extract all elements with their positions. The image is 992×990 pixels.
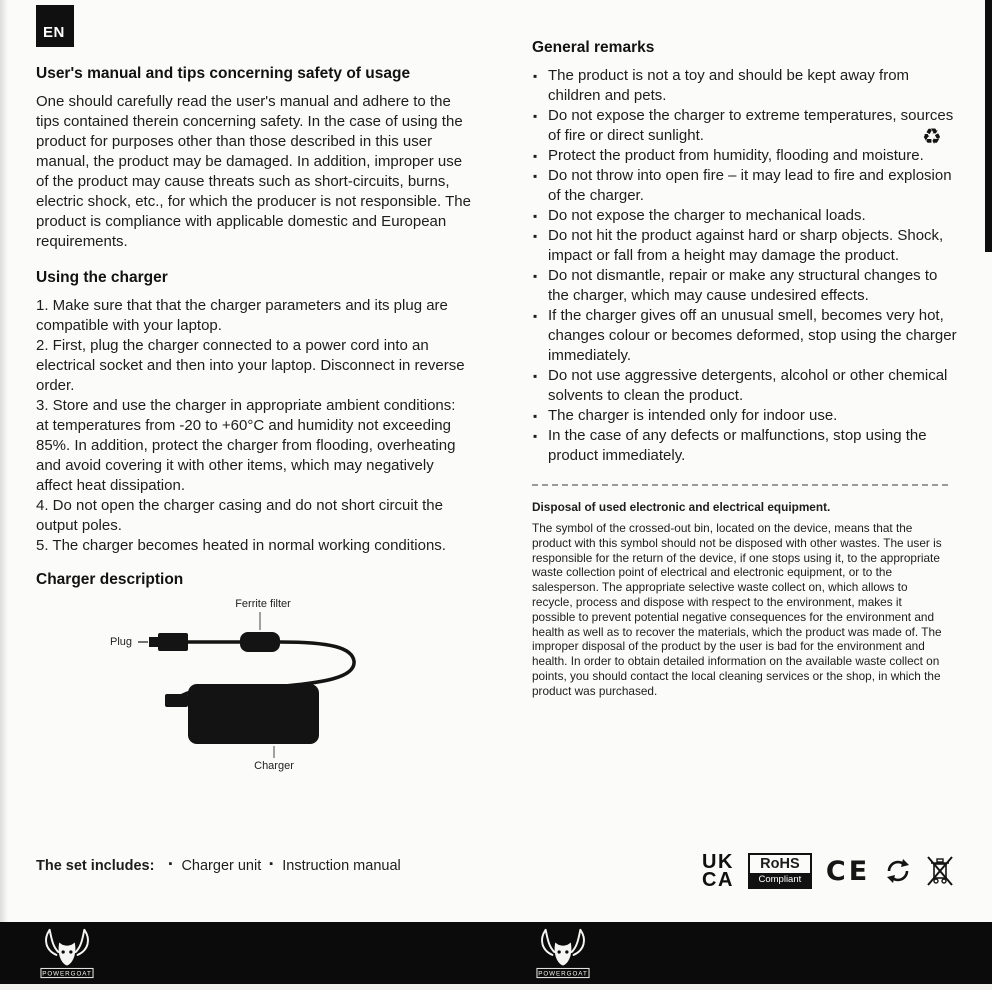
step-item: 5. The charger becomes heated in normal working conditions. bbox=[36, 537, 446, 554]
dc-connector-icon bbox=[165, 694, 188, 707]
rohs-text: RoHS bbox=[760, 856, 800, 872]
remark-item: ▪ If the charger gives off an unusual smell, becomes very hot, changes colour or becomes deformed, stop using the charger immediately. bbox=[532, 306, 962, 366]
rohs-compliant-text: Compliant bbox=[750, 873, 810, 887]
plug-label: Plug bbox=[110, 636, 133, 648]
left-column bbox=[36, 64, 472, 780]
recycle-circle-icon bbox=[884, 857, 912, 885]
charger-diagram bbox=[36, 598, 472, 780]
safety-heading: User's manual and tips concerning safety of usage bbox=[36, 65, 411, 82]
remark-item: ▪ Protect the product from humidity, flooding and moisture. bbox=[532, 146, 962, 166]
footer-band bbox=[0, 922, 992, 984]
weee-bin-icon bbox=[926, 855, 954, 887]
step-item: 2. First, plug the charger connected to a power cord into an electrical socket and then into your laptop. Disconnect in reverse order. bbox=[36, 337, 465, 394]
remarks-list bbox=[532, 66, 962, 466]
plug-prong-icon bbox=[149, 637, 158, 647]
charger-brick-icon bbox=[188, 684, 319, 744]
remark-item: ▪ Do not throw into open fire – it may lead to fire and explosion of the charger. bbox=[532, 166, 962, 206]
using-steps bbox=[36, 296, 472, 556]
remarks-heading: General remarks bbox=[532, 39, 655, 56]
remark-item: ▪ Do not expose the charger to mechanical loads. bbox=[532, 206, 962, 226]
page-edge-strip bbox=[985, 0, 992, 252]
safety-body: One should carefully read the user's manual and adhere to the tips contained therein concerning safety. In the case of using the product for purposes other than those described in this user manual, the product may be damaged. In addition, improper use of the product may cause threats such as short-circuits, burns, electric shock, etc., for which the producer is not responsible. The product is compliance with applicable domestic and European requirements. bbox=[36, 93, 471, 250]
plug-body-icon bbox=[158, 633, 188, 651]
set-includes-label: The set includes: bbox=[36, 858, 155, 874]
ukca-bottom: CA bbox=[702, 869, 734, 891]
step-item: 4. Do not open the charger casing and do not short circuit the output poles. bbox=[36, 497, 443, 534]
using-heading: Using the charger bbox=[36, 269, 168, 286]
disposal-body: The symbol of the crossed-out bin, located on the device, means that the product with this symbol should not be disposed with other wastes. The user is responsible for the return of the device, if one stops using it, to the appropriate waste collection point of electrical and electronic equipment, or to the salesperson. The appropriate selective waste collect on, which allows to recycle, process and dispose with respect to the environment, makes it possible to prevent potential negative consequences for the environment and health as well as to recover the materials, which the product was made of. The improper disposal of the product by the user is bad for the environment and health. In order to obtain detailed information on the available waste collect on points, you should contact the local cleaning services or the shop, in which the product was purchased. bbox=[532, 521, 942, 698]
step-item: 3. Store and use the charger in appropriate ambient conditions: at temperatures from -20 to +60°C and humidity not exceeding 85%. In addition, protect the charger from flooding, overheating and avoid covering it with other items, which may negatively affect heat dissipation. bbox=[36, 397, 456, 494]
set-item: ▪ Charger unit bbox=[168, 858, 261, 874]
remark-item: ▪ In the case of any defects or malfunctions, stop using the product immediately. bbox=[532, 426, 962, 466]
charger-diagram-art bbox=[36, 598, 472, 780]
language-badge: EN bbox=[36, 5, 74, 47]
charger-label: Charger bbox=[254, 760, 294, 772]
ukca-mark bbox=[702, 853, 734, 889]
recycle-triangle-icon: ♻ bbox=[922, 124, 942, 149]
ce-mark: CE bbox=[825, 855, 871, 887]
set-includes-row bbox=[36, 858, 401, 874]
powergoat-wordmark: POWERGOAT bbox=[538, 970, 588, 978]
powergoat-wordmark: POWERGOAT bbox=[42, 970, 92, 978]
disposal-heading: Disposal of used electronic and electrical equipment. bbox=[532, 500, 831, 514]
compliance-marks bbox=[702, 848, 954, 894]
remark-item: ▪ The product is not a toy and should be kept away from children and pets. bbox=[532, 66, 962, 106]
set-item: ▪ Instruction manual bbox=[269, 858, 400, 874]
remark-item: ▪ The charger is intended only for indoor use. bbox=[532, 406, 962, 426]
remark-item: ▪ Do not dismantle, repair or make any structural changes to the charger, which may cause undesired effects. bbox=[532, 266, 962, 306]
rohs-mark bbox=[748, 853, 812, 889]
ferrite-filter-label: Ferrite filter bbox=[235, 598, 291, 610]
powergoat-logo bbox=[532, 926, 594, 980]
description-heading: Charger description bbox=[36, 571, 184, 588]
right-column bbox=[532, 38, 962, 699]
step-item: 1. Make sure that that the charger parameters and its plug are compatible with your laptop. bbox=[36, 297, 448, 334]
powergoat-logo bbox=[36, 926, 98, 980]
remark-item: ▪ Do not use aggressive detergents, alcohol or other chemical solvents to clean the product. bbox=[532, 366, 962, 406]
bottom-margin bbox=[0, 984, 992, 990]
dashed-divider bbox=[532, 484, 948, 486]
remark-item: ▪ Do not expose the charger to extreme temperatures, sources of fire or direct sunlight. bbox=[532, 106, 962, 146]
remark-item: ▪ Do not hit the product against hard or sharp objects. Shock, impact or fall from a height may damage the product. bbox=[532, 226, 962, 266]
ferrite-filter-icon bbox=[240, 632, 280, 652]
ukca-top: UK bbox=[702, 851, 734, 873]
